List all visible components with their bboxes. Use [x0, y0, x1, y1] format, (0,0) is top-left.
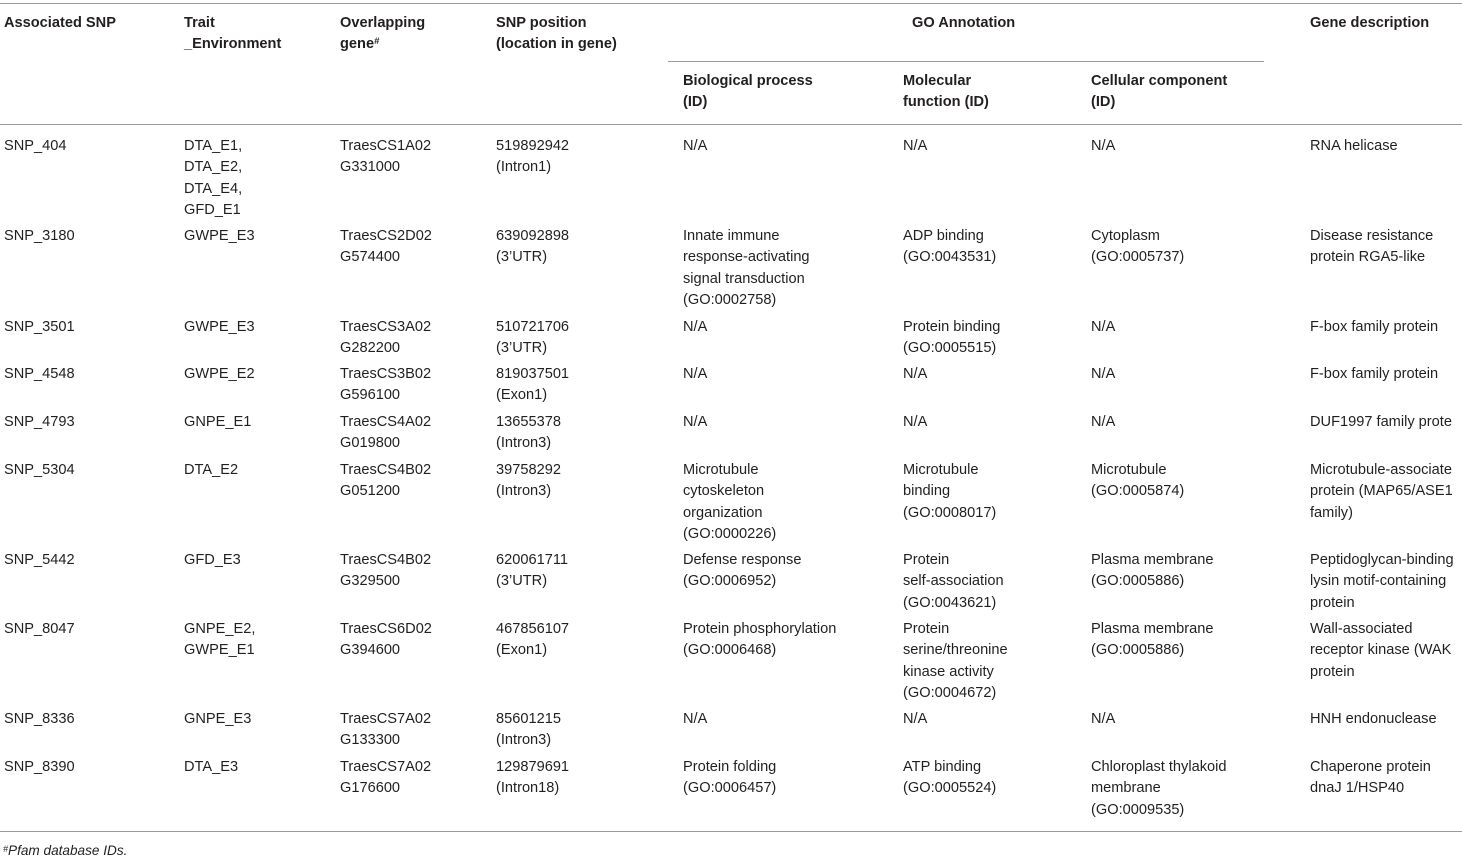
- cell-cellular-component: [1091, 412, 1115, 433]
- cell-gene-description: [1310, 709, 1437, 730]
- header-go-annotation: GO Annotation: [912, 15, 1016, 31]
- header-bottom-rule: [0, 124, 1462, 125]
- cell-line: TraesCS4B02: [340, 462, 432, 478]
- cell-snp-position: [496, 226, 569, 269]
- cell-line: (GO:0006952): [683, 573, 777, 590]
- cell-line: (GO:0005886): [1091, 573, 1185, 590]
- header-gene-description: Gene description: [1310, 15, 1430, 31]
- cell-associated-snp: [4, 550, 75, 571]
- cell-molecular-function: [903, 460, 996, 524]
- cell-line: SNP_4793: [4, 414, 75, 430]
- cell-cellular-component: [1091, 226, 1184, 269]
- cell-line: TraesCS2D02: [340, 228, 432, 244]
- cell-line: N/A: [1091, 414, 1116, 430]
- cell-line: 519892942: [496, 138, 570, 154]
- cell-associated-snp: [4, 412, 75, 433]
- cell-line: response-activating: [683, 249, 810, 266]
- cell-biological-process: [683, 364, 707, 385]
- cell-associated-snp: [4, 364, 75, 385]
- cell-line: G176600: [340, 780, 401, 797]
- header-cellular-component: Cellular component (ID): [1091, 73, 1228, 111]
- cell-line: (GO:0043531): [903, 249, 997, 266]
- cell-line: GWPE_E3: [184, 228, 255, 244]
- cell-snp-position: [496, 619, 569, 662]
- cell-cellular-component: [1091, 136, 1115, 157]
- cell-overlapping-gene: [340, 709, 431, 752]
- cell-line: organization: [683, 504, 763, 521]
- cell-line: G331000: [340, 159, 401, 176]
- cell-line: (Intron1): [496, 159, 552, 176]
- cell-snp-position: [496, 317, 569, 360]
- cell-trait-environment: [184, 317, 255, 338]
- cell-overlapping-gene: [340, 757, 431, 800]
- cell-biological-process: [683, 317, 707, 338]
- cell-biological-process: [683, 226, 810, 311]
- cell-line: (GO:0005886): [1091, 642, 1185, 659]
- cell-line: (GO:0006457): [683, 780, 777, 797]
- table-bottom-rule: [0, 831, 1462, 832]
- cell-snp-position: [496, 550, 568, 593]
- cell-associated-snp: [4, 136, 66, 157]
- cell-line: G596100: [340, 387, 401, 404]
- header-gene-footnote-mark: #: [374, 36, 380, 48]
- cell-line: (3’UTR): [496, 573, 548, 590]
- cell-molecular-function: [903, 136, 927, 157]
- cell-line: GFD_E1: [184, 201, 241, 218]
- cell-line: kinase activity: [903, 663, 994, 680]
- cell-line: N/A: [1091, 138, 1116, 154]
- cell-trait-environment: [184, 709, 251, 730]
- cell-snp-position: [496, 364, 569, 407]
- cell-line: GNPE_E2,: [184, 621, 256, 637]
- cell-line: Microtubule: [1091, 462, 1167, 478]
- cell-line: N/A: [683, 366, 708, 382]
- cell-line: N/A: [1091, 366, 1116, 382]
- cell-line: protein (MAP65/ASE1: [1310, 483, 1453, 500]
- cell-line: family): [1310, 504, 1353, 521]
- cell-line: TraesCS3A02: [340, 319, 432, 335]
- cell-line: receptor kinase (WAK: [1310, 642, 1452, 659]
- cell-line: Plasma membrane: [1091, 552, 1214, 568]
- cell-line: GWPE_E3: [184, 319, 255, 335]
- cell-line: SNP_5304: [4, 462, 75, 478]
- cell-line: cytoskeleton: [683, 483, 765, 500]
- cell-overlapping-gene: [340, 317, 431, 360]
- cell-line: 85601215: [496, 711, 561, 727]
- header-snp-position: SNP position (location in gene): [496, 15, 617, 53]
- cell-line: 39758292: [496, 462, 561, 478]
- cell-line: SNP_4548: [4, 366, 75, 382]
- header-biological-process: Biological process (ID): [683, 73, 813, 111]
- cell-line: Microtubule: [683, 462, 759, 478]
- cell-line: DTA_E2: [184, 462, 239, 478]
- cell-molecular-function: [903, 412, 927, 433]
- cell-line: TraesCS6D02: [340, 621, 432, 637]
- cell-line: SNP_404: [4, 138, 67, 154]
- cell-gene-description: [1310, 364, 1438, 385]
- cell-line: protein: [1310, 594, 1355, 611]
- cell-cellular-component: [1091, 550, 1213, 593]
- cell-associated-snp: [4, 317, 75, 338]
- header-molecular-function: Molecular function (ID): [903, 73, 989, 111]
- cell-trait-environment: [184, 619, 255, 662]
- cell-overlapping-gene: [340, 412, 431, 455]
- cell-biological-process: [683, 550, 801, 593]
- cell-line: N/A: [1091, 319, 1116, 335]
- table-top-rule: [0, 3, 1462, 4]
- cell-line: N/A: [903, 414, 928, 430]
- cell-overlapping-gene: [340, 619, 432, 662]
- cell-line: (GO:0005515): [903, 340, 997, 357]
- cell-gene-description: [1310, 226, 1433, 269]
- cell-snp-position: [496, 757, 569, 800]
- cell-molecular-function: [903, 364, 927, 385]
- cell-line: (GO:0009535): [1091, 801, 1185, 818]
- cell-line: TraesCS7A02: [340, 759, 432, 775]
- cell-line: (GO:0008017): [903, 504, 997, 521]
- cell-line: (Exon1): [496, 387, 548, 404]
- cell-line: Innate immune: [683, 228, 780, 244]
- cell-line: N/A: [1091, 711, 1116, 727]
- cell-line: 467856107: [496, 621, 570, 637]
- cell-line: Wall-associated: [1310, 621, 1413, 637]
- cell-molecular-function: [903, 226, 996, 269]
- cell-snp-position: [496, 412, 561, 455]
- cell-line: Cytoplasm: [1091, 228, 1160, 244]
- cell-line: (3’UTR): [496, 340, 548, 357]
- table-footnote: [3, 842, 127, 860]
- cell-gene-description: [1310, 136, 1398, 157]
- cell-line: RNA helicase: [1310, 138, 1398, 154]
- cell-line: G282200: [340, 340, 401, 357]
- cell-line: SNP_5442: [4, 552, 75, 568]
- cell-line: DTA_E1,: [184, 138, 243, 154]
- cell-gene-description: [1310, 460, 1453, 524]
- cell-line: N/A: [683, 319, 708, 335]
- cell-biological-process: [683, 136, 707, 157]
- cell-line: 13655378: [496, 414, 561, 430]
- cell-line: Chaperone protein: [1310, 759, 1431, 775]
- cell-line: Peptidoglycan-binding: [1310, 552, 1454, 568]
- cell-molecular-function: [903, 550, 1004, 614]
- cell-biological-process: [683, 619, 836, 662]
- cell-line: Plasma membrane: [1091, 621, 1214, 637]
- cell-line: N/A: [903, 711, 928, 727]
- cell-line: signal transduction: [683, 270, 805, 287]
- cell-overlapping-gene: [340, 460, 431, 503]
- cell-line: lysin motif-containing: [1310, 573, 1447, 590]
- cell-line: Protein folding: [683, 759, 777, 775]
- cell-line: N/A: [683, 414, 708, 430]
- cell-line: Protein: [903, 621, 950, 637]
- cell-line: GNPE_E3: [184, 711, 252, 727]
- cell-line: G329500: [340, 573, 401, 590]
- cell-line: ADP binding: [903, 228, 984, 244]
- cell-line: SNP_8336: [4, 711, 75, 727]
- cell-line: serine/threonine: [903, 642, 1008, 659]
- cell-line: (GO:0004672): [903, 684, 997, 701]
- cell-line: (Exon1): [496, 642, 548, 659]
- cell-trait-environment: [184, 226, 255, 247]
- cell-line: TraesCS4B02: [340, 552, 432, 568]
- cell-line: TraesCS1A02: [340, 138, 432, 154]
- cell-line: (GO:0006468): [683, 642, 777, 659]
- cell-associated-snp: [4, 619, 75, 640]
- cell-line: Chloroplast thylakoid: [1091, 759, 1227, 775]
- cell-line: (GO:0043621): [903, 594, 997, 611]
- cell-line: Protein: [903, 552, 950, 568]
- cell-line: (GO:0005524): [903, 780, 997, 797]
- cell-line: (GO:0000226): [683, 525, 777, 542]
- cell-line: Microtubule-associate: [1310, 462, 1452, 478]
- cell-line: SNP_3501: [4, 319, 75, 335]
- cell-overlapping-gene: [340, 364, 431, 407]
- cell-line: GNPE_E1: [184, 414, 252, 430]
- cell-line: membrane: [1091, 780, 1161, 797]
- cell-line: protein RGA5-like: [1310, 249, 1426, 266]
- cell-line: N/A: [683, 711, 708, 727]
- cell-cellular-component: [1091, 364, 1115, 385]
- cell-line: GWPE_E2: [184, 366, 255, 382]
- cell-snp-position: [496, 709, 561, 752]
- cell-line: GFD_E3: [184, 552, 241, 568]
- header-associated-snp: Associated SNP: [4, 15, 116, 31]
- cell-line: self-association: [903, 573, 1004, 590]
- cell-line: (Intron3): [496, 732, 552, 749]
- cell-trait-environment: [184, 757, 238, 778]
- cell-line: N/A: [683, 138, 708, 154]
- cell-trait-environment: [184, 460, 238, 481]
- cell-line: (3’UTR): [496, 249, 548, 266]
- cell-gene-description: [1310, 757, 1431, 800]
- go-annotation-rule: [668, 61, 1264, 62]
- cell-line: 129879691: [496, 759, 570, 775]
- cell-line: 510721706: [496, 319, 570, 335]
- cell-cellular-component: [1091, 757, 1226, 821]
- cell-line: (Intron3): [496, 483, 552, 500]
- cell-line: (GO:0005737): [1091, 249, 1185, 266]
- cell-line: 620061711: [496, 552, 568, 568]
- cell-gene-description: [1310, 550, 1454, 614]
- footnote-text: Pfam database IDs.: [8, 843, 128, 858]
- cell-line: DTA_E3: [184, 759, 239, 775]
- cell-line: G019800: [340, 435, 401, 452]
- cell-line: GWPE_E1: [184, 642, 255, 659]
- cell-gene-description: [1310, 317, 1438, 338]
- cell-molecular-function: [903, 619, 1008, 704]
- cell-line: N/A: [903, 138, 928, 154]
- cell-associated-snp: [4, 709, 75, 730]
- cell-line: ATP binding: [903, 759, 982, 775]
- cell-line: G394600: [340, 642, 401, 659]
- cell-molecular-function: [903, 709, 927, 730]
- cell-trait-environment: [184, 412, 251, 433]
- cell-gene-description: [1310, 619, 1451, 683]
- cell-trait-environment: [184, 550, 241, 571]
- cell-line: DTA_E2,: [184, 159, 243, 176]
- cell-line: G051200: [340, 483, 401, 500]
- header-overlapping-gene: Overlapping gene#: [340, 15, 426, 53]
- cell-snp-position: [496, 460, 561, 503]
- cell-biological-process: [683, 412, 707, 433]
- cell-line: binding: [903, 483, 951, 500]
- cell-line: SNP_3180: [4, 228, 75, 244]
- cell-trait-environment: [184, 364, 255, 385]
- cell-line: TraesCS7A02: [340, 711, 432, 727]
- cell-overlapping-gene: [340, 136, 431, 179]
- cell-overlapping-gene: [340, 550, 431, 593]
- header-trait-environment: Trait _Environment: [184, 15, 282, 53]
- cell-overlapping-gene: [340, 226, 432, 269]
- cell-biological-process: [683, 757, 776, 800]
- cell-molecular-function: [903, 317, 1000, 360]
- cell-line: N/A: [903, 366, 928, 382]
- cell-biological-process: [683, 709, 707, 730]
- cell-cellular-component: [1091, 619, 1213, 662]
- cell-associated-snp: [4, 460, 75, 481]
- footnote-mark: #: [3, 844, 9, 854]
- cell-line: HNH endonuclease: [1310, 711, 1437, 727]
- cell-line: (GO:0002758): [683, 291, 777, 308]
- cell-line: (Intron3): [496, 435, 552, 452]
- cell-line: SNP_8390: [4, 759, 75, 775]
- cell-line: Protein binding: [903, 319, 1001, 335]
- cell-line: 639092898: [496, 228, 570, 244]
- cell-molecular-function: [903, 757, 996, 800]
- cell-line: (GO:0005874): [1091, 483, 1185, 500]
- cell-snp-position: [496, 136, 569, 179]
- cell-line: Microtubule: [903, 462, 979, 478]
- cell-line: TraesCS4A02: [340, 414, 432, 430]
- cell-trait-environment: [184, 136, 242, 221]
- cell-biological-process: [683, 460, 776, 545]
- cell-cellular-component: [1091, 317, 1115, 338]
- cell-associated-snp: [4, 757, 75, 778]
- cell-associated-snp: [4, 226, 75, 247]
- cell-line: G133300: [340, 732, 401, 749]
- cell-line: Defense response: [683, 552, 802, 568]
- cell-line: TraesCS3B02: [340, 366, 432, 382]
- cell-line: F-box family protein: [1310, 366, 1439, 382]
- cell-line: DUF1997 family prote: [1310, 414, 1452, 430]
- cell-line: protein: [1310, 663, 1355, 680]
- cell-line: dnaJ 1/HSP40: [1310, 780, 1405, 797]
- cell-line: F-box family protein: [1310, 319, 1439, 335]
- cell-line: Protein phosphorylation: [683, 621, 837, 637]
- cell-line: G574400: [340, 249, 401, 266]
- cell-line: 819037501: [496, 366, 570, 382]
- cell-line: Disease resistance: [1310, 228, 1434, 244]
- cell-gene-description: [1310, 412, 1452, 433]
- cell-cellular-component: [1091, 460, 1184, 503]
- cell-line: (Intron18): [496, 780, 560, 797]
- cell-cellular-component: [1091, 709, 1115, 730]
- cell-line: DTA_E4,: [184, 180, 243, 197]
- cell-line: SNP_8047: [4, 621, 75, 637]
